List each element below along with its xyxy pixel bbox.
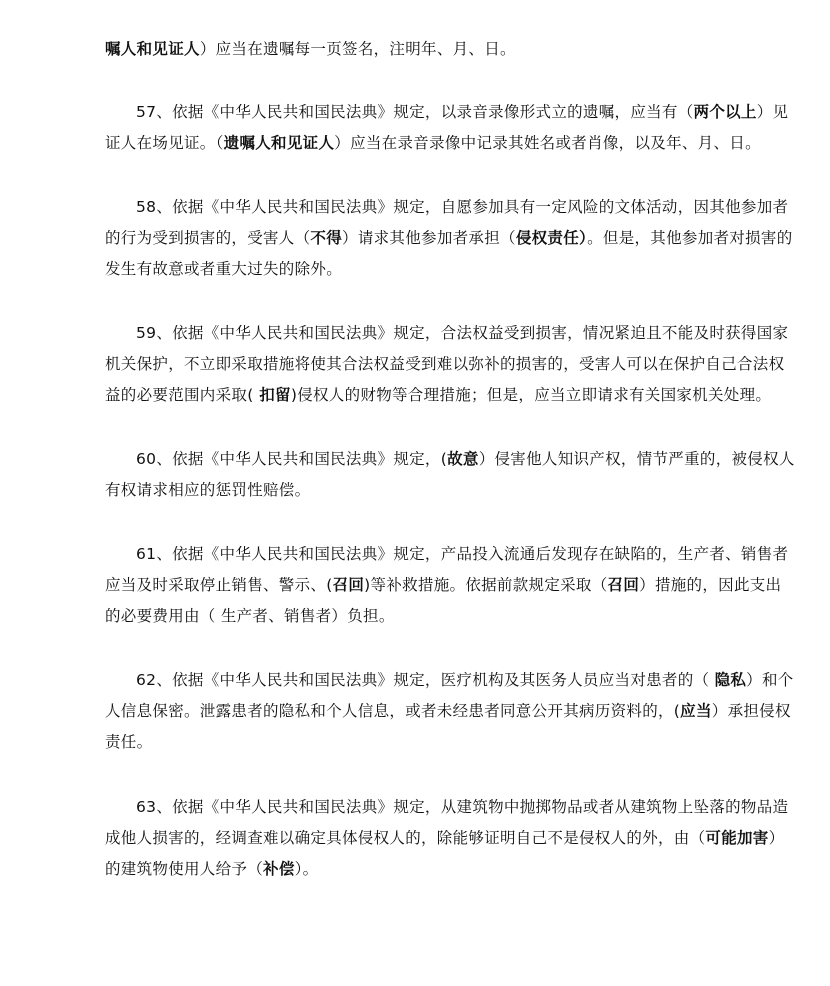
paragraph-58	[105, 192, 795, 285]
paragraph-text: 61、依据《中华人民共和国民法典》规定，产品投入流通后发现存在缺陷的，生产者、销售者应当及时采取停止销售、警示、(	[105, 545, 789, 594]
paragraph-text: ）措施的，因此支出的必要费用由（ 生产者、销售者）负担。	[105, 576, 782, 625]
paragraph-61	[105, 539, 795, 632]
bold-answer-text: 故意	[447, 450, 479, 468]
bold-answer-text: 扣留	[253, 386, 291, 404]
paragraph-text: )侵权人的财物等合理措施；但是，应当立即请求有关国家机关处理。	[290, 386, 772, 404]
bold-answer-text: 不得	[310, 229, 343, 247]
paragraph-text: ）的建筑物使用人给予（	[105, 829, 785, 878]
bold-answer-text: 补偿	[263, 860, 295, 878]
paragraph-62	[105, 665, 795, 758]
paragraph-text: 60、依据《中华人民共和国民法典》规定，(	[136, 450, 448, 468]
bold-answer-text: 召回	[607, 576, 640, 594]
bold-answer-text: 可能加害	[705, 829, 769, 847]
paragraph-text: )等补救措施。依据前款规定采取（	[364, 576, 608, 594]
bold-answer-text: 两个以上	[693, 103, 757, 121]
bold-answer-text: 隐私	[714, 671, 747, 689]
bold-answer-text: 应当	[680, 702, 712, 720]
paragraph-63	[105, 792, 795, 885]
paragraph-text: ）请求其他参加者承担（	[342, 229, 516, 247]
paragraph-text: ）和个人信息保密。泄露患者的隐私和个人信息，或者未经患者同意公开其病历资料的，(	[105, 671, 794, 720]
paragraph-text: 57、依据《中华人民共和国民法典》规定，以录音录像形式立的遗嘱，应当有（	[136, 103, 694, 121]
bold-answer-text: 侵权责任）	[515, 229, 588, 247]
bold-answer-text: 嘱人和见证人	[105, 40, 200, 58]
paragraph-text: ）侵害他人知识产权，情节严重的，被侵权人有权请求相应的惩罚性赔偿。	[105, 450, 795, 499]
paragraph-56-tail	[105, 34, 795, 65]
paragraph-text: 62、依据《中华人民共和国民法典》规定，医疗机构及其医务人员应当对患者的（	[136, 671, 715, 689]
paragraph-text: ）。	[294, 860, 319, 878]
paragraph-57	[105, 97, 795, 159]
paragraph-text: ）应当在录音录像中记录其姓名或者肖像，以及年、月、日。	[334, 134, 761, 152]
paragraph-text: ）见证人在场见证。（	[105, 103, 789, 152]
paragraph-59	[105, 318, 795, 411]
paragraph-text: 63、依据《中华人民共和国民法典》规定，从建筑物中抛掷物品或者从建筑物上坠落的物品造成他人损害的，经调查难以确定具体侵权人的，除能够证明自己不是侵权人的外，由（	[105, 798, 789, 847]
paragraph-text: ）承担侵权责任。	[105, 702, 791, 751]
paragraph-text: 58、依据《中华人民共和国民法典》规定，自愿参加具有一定风险的文体活动，因其他参加者的行为受到损害的，受害人（	[105, 198, 789, 247]
bold-answer-text: 遗嘱人和见证人	[223, 134, 335, 152]
paragraph-text: ）应当在遗嘱每一页签名，注明年、月、日。	[199, 40, 516, 58]
paragraph-60	[105, 444, 795, 506]
bold-answer-text: 召回	[332, 576, 365, 594]
paragraph-text: 。但是，其他参加者对损害的发生有故意或者重大过失的除外。	[105, 229, 793, 278]
paragraph-text: 59、依据《中华人民共和国民法典》规定，合法权益受到损害，情况紧迫且不能及时获得国家机关保护，不立即采取措施将使其合法权益受到难以弥补的损害的，受害人可以在保护自己合法权益的必要范围内采取(	[105, 324, 789, 404]
